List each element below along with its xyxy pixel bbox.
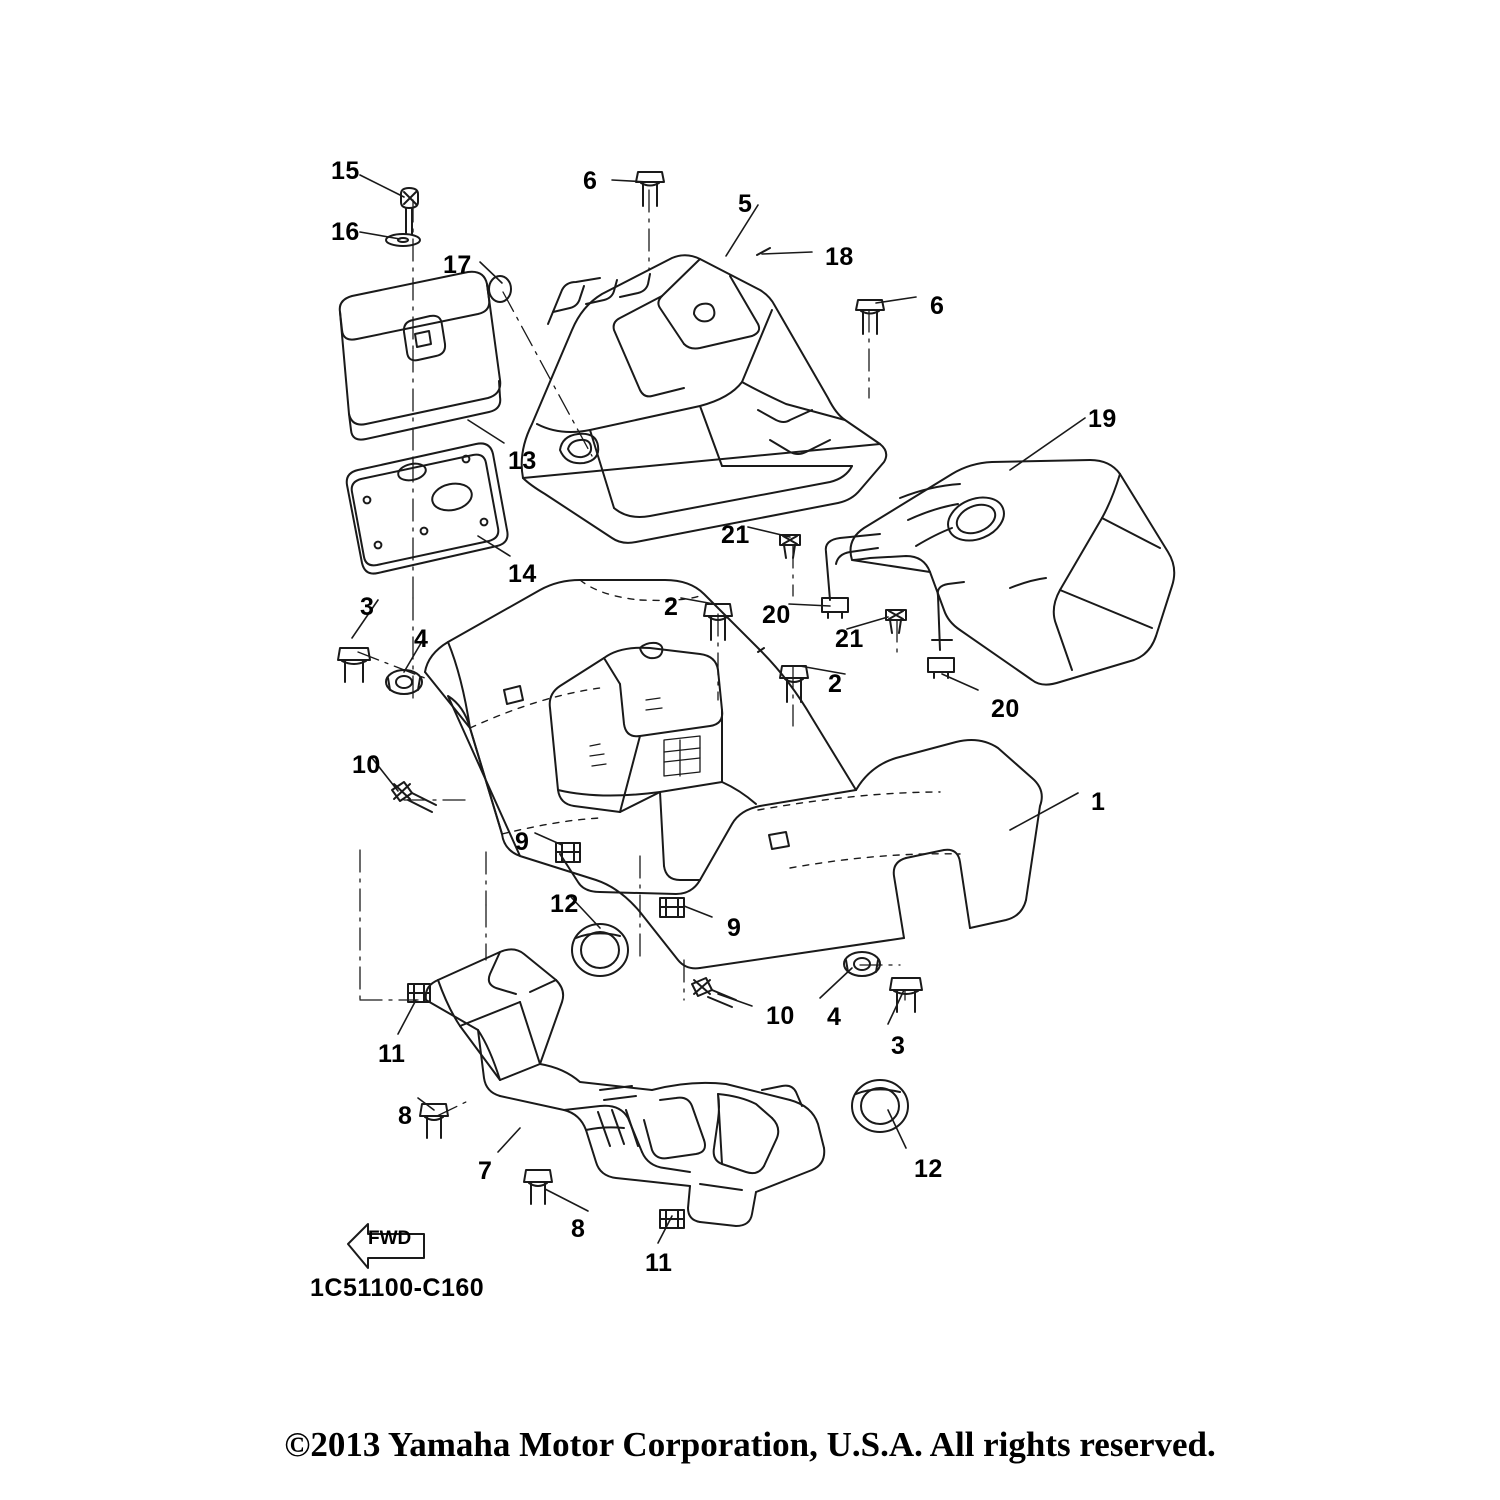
callout-2: 2 <box>828 670 843 698</box>
part-13-air-cleaner-cover <box>340 272 501 440</box>
part-9-clip-upper <box>556 843 580 862</box>
callout-10: 10 <box>352 751 381 779</box>
callout-11: 11 <box>378 1040 406 1068</box>
callout-18: 18 <box>825 243 854 271</box>
callout-9: 9 <box>515 828 530 856</box>
callout-16: 16 <box>331 218 360 246</box>
part-4-collar-right <box>844 952 880 976</box>
callout-17: 17 <box>443 251 472 279</box>
part-12-grommet-lower <box>852 1080 908 1132</box>
part-16-washer <box>386 234 420 246</box>
callout-12: 12 <box>550 890 579 918</box>
callout-15: 15 <box>331 157 360 185</box>
callout-3: 3 <box>891 1032 906 1060</box>
fender-detail <box>590 698 700 776</box>
callout-20: 20 <box>991 695 1020 723</box>
part-21-screw-right <box>886 610 906 633</box>
callout-21: 21 <box>721 521 750 549</box>
callout-8: 8 <box>571 1215 586 1243</box>
callout-13: 13 <box>508 447 537 475</box>
fwd-label: FWD <box>368 1228 412 1249</box>
part-8-bolt-lower <box>524 1170 552 1204</box>
part-11-clip-bottom <box>660 1210 684 1228</box>
part-17-grommet <box>489 276 511 302</box>
callout-1: 1 <box>1091 788 1106 816</box>
callout-19: 19 <box>1088 405 1117 433</box>
part-6-bolt-top <box>636 172 664 206</box>
part-3-bolt-right <box>890 978 922 1012</box>
part-9-clip-lower <box>660 898 684 917</box>
part-14-air-cleaner-plate <box>347 443 508 573</box>
callout-7: 7 <box>478 1157 493 1185</box>
copyright-notice: ©2013 Yamaha Motor Corporation, U.S.A. All rights reserved. <box>284 1425 1216 1464</box>
part-12-grommet-upper <box>572 924 628 976</box>
part-number-label: 1C51100-C160 <box>310 1274 485 1302</box>
callout-9: 9 <box>727 914 742 942</box>
callout-20: 20 <box>762 601 791 629</box>
part-2-bolt-right <box>780 666 808 702</box>
callout-21: 21 <box>835 625 864 653</box>
part-19-fuel-tank-cover <box>851 460 1175 685</box>
callout-14: 14 <box>508 560 537 588</box>
callout-12: 12 <box>914 1155 943 1183</box>
part-21-screw-left <box>780 535 800 558</box>
callout-5: 5 <box>738 190 753 218</box>
callout-6: 6 <box>583 167 598 195</box>
part-3-bolt-left <box>338 648 370 682</box>
part-15-screw <box>401 188 418 234</box>
callout-4: 4 <box>414 625 429 653</box>
part-6-bolt-right <box>856 300 884 334</box>
part-4-collar-left <box>386 670 422 694</box>
part-10-screw-left <box>392 782 436 812</box>
callout-4: 4 <box>827 1003 842 1031</box>
callout-3: 3 <box>360 593 375 621</box>
callout-10: 10 <box>766 1002 795 1030</box>
assembly-axes <box>358 190 905 1200</box>
callout-6: 6 <box>930 292 945 320</box>
part-1-front-fender <box>425 580 1042 968</box>
callout-11: 11 <box>645 1249 673 1277</box>
part-10-screw-right <box>692 978 736 1007</box>
callout-2: 2 <box>664 593 679 621</box>
callout-8: 8 <box>398 1102 413 1130</box>
part-5-front-cover <box>522 255 887 543</box>
